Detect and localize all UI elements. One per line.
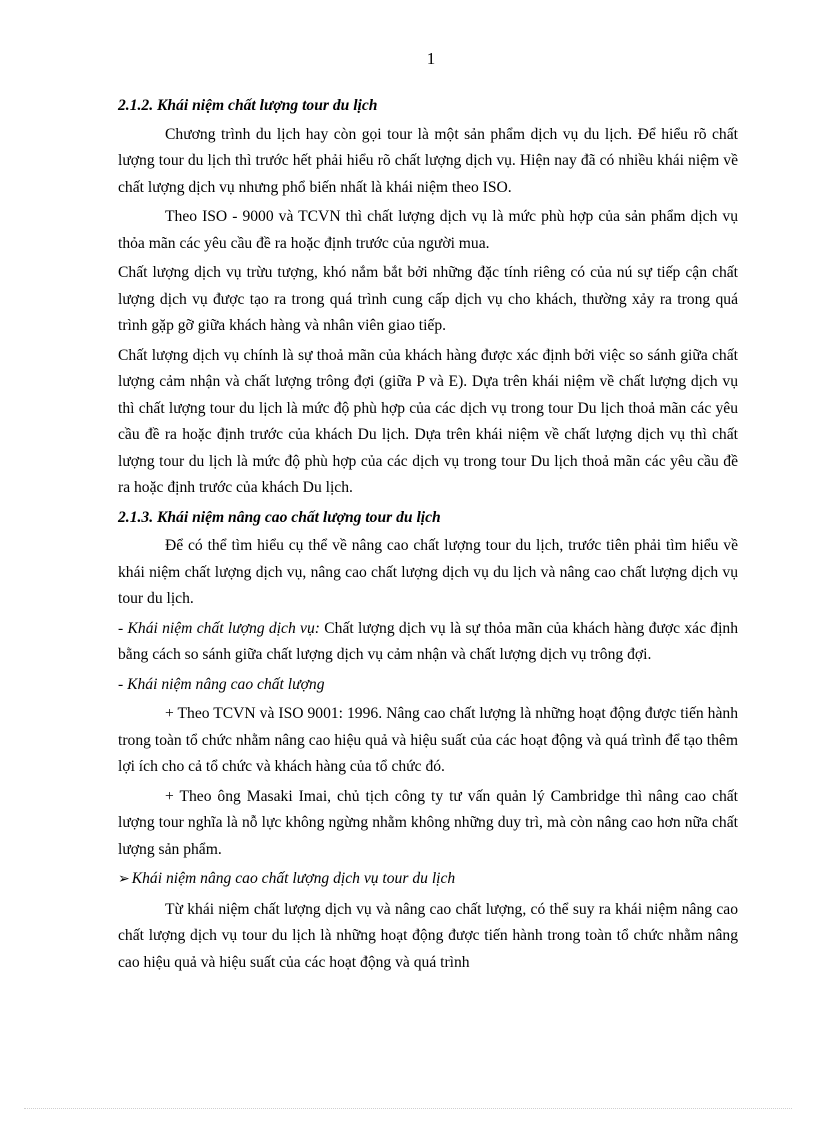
definition-paragraph (118, 616, 738, 669)
section-2-1-2-heading: 2.1.2. Khái niệm chất lượng tour du lịch (118, 97, 378, 114)
paragraph: Chất lượng dịch vụ trừu tượng, khó nắm bắt bởi những đặc tính riêng có của nú sự tiếp cận chất lượng dịch vụ được tạo ra trong quá trình cung cấp dịch vụ cho khách, thường xảy ra trong quá trình gặp gỡ giữa khách hàng và nhân viên giao tiếp. (118, 264, 738, 334)
section-2-1-3-heading: 2.1.3. Khái niệm nâng cao chất lượng tour du lịch (118, 508, 441, 526)
paragraph: Theo ISO - 9000 và TCVN thì chất lượng dịch vụ là mức phù hợp của sản phẩm dịch vụ thỏa mãn các yêu cầu đề ra hoặc định trước của người mua. (118, 208, 738, 252)
paragraph: Chương trình du lịch hay còn gọi tour là một sản phẩm dịch vụ du lịch. Để hiểu rõ chất lượng tour du lịch thì trước hết phải hiểu rõ chất lượng dịch vụ. Hiện nay đã có nhiều khái niệm về chất lượng dịch vụ nhưng phổ biến nhất là khái niệm theo ISO. (118, 125, 738, 196)
paragraph: Chất lượng dịch vụ chính là sự thoả mãn của khách hàng được xác định bởi việc so sánh giữa chất lượng cảm nhận và chất lượng trông đợi (giữa P và E). Dựa trên khái niệm về chất lượng dịch vụ thì chất lượng tour du lịch là mức độ phù hợp của các dịch vụ trong tour Du lịch thoả mãn các yêu cầu đề ra hoặc định trước của khách Du lịch. Dựa trên khái niệm về chất lượng dịch vụ thì chất lượng tour du lịch là mức độ phù hợp của các dịch vụ trong tour Du lịch thoả mãn các yêu cầu đề ra hoặc định trước của khách Du lịch. (118, 346, 738, 496)
paragraph: + Theo TCVN và ISO 9001: 1996. Nâng cao chất lượng là những hoạt động được tiến hành trong toàn tổ chức nhằm nâng cao hiệu quả và hiệu suất của các hoạt động và quá trình để tạo thêm lợi ích cho cả tổ chức và khách hàng của tổ chức đó. (118, 705, 738, 775)
tour-quality-heading (118, 866, 738, 894)
definition-text: Chất lượng dịch vụ là sự thỏa mãn của khách hàng được xác định bằng cách so sánh giữa chất lượng dịch vụ cảm nhận và chất lượng dịch vụ trông đợi. (118, 619, 739, 663)
definition-label: Khái niệm chất lượng dịch vụ: (127, 619, 320, 637)
paragraph: Từ khái niệm chất lượng dịch vụ và nâng cao chất lượng, có thể suy ra khái niệm nâng cao chất lượng dịch vụ tour du lịch là những hoạt động được tiến hành trong toàn tổ chức nhằm nâng cao hiệu quả và hiệu suất của các hoạt động và quá trình (118, 900, 738, 971)
improve-quality-heading: - Khái niệm nâng cao chất lượng (118, 675, 325, 693)
dash-prefix: - (118, 619, 128, 637)
paragraph: Để có thể tìm hiểu cụ thể về nâng cao chất lượng tour du lịch, trước tiên phải tìm hiểu về khái niệm chất lượng dịch vụ, nâng cao chất lượng dịch vụ du lịch và nâng cao chất lượng dịch vụ tour du lịch. (118, 537, 738, 607)
arrow-bullet-icon: ➢ (118, 872, 130, 887)
page-bottom-divider (24, 1108, 792, 1109)
tour-quality-heading-text: Khái niệm nâng cao chất lượng dịch vụ tour du lịch (131, 870, 456, 887)
paragraph: + Theo ông Masaki Imai, chủ tịch công ty tư vấn quản lý Cambridge thì nâng cao chất lượng tour nghĩa là nỗ lực không ngừng nhằm không những duy trì, mà còn nâng cao hơn nữa chất lượng sản phẩm. (118, 787, 738, 858)
document-body (118, 93, 738, 979)
page-number: 1 (426, 49, 436, 68)
